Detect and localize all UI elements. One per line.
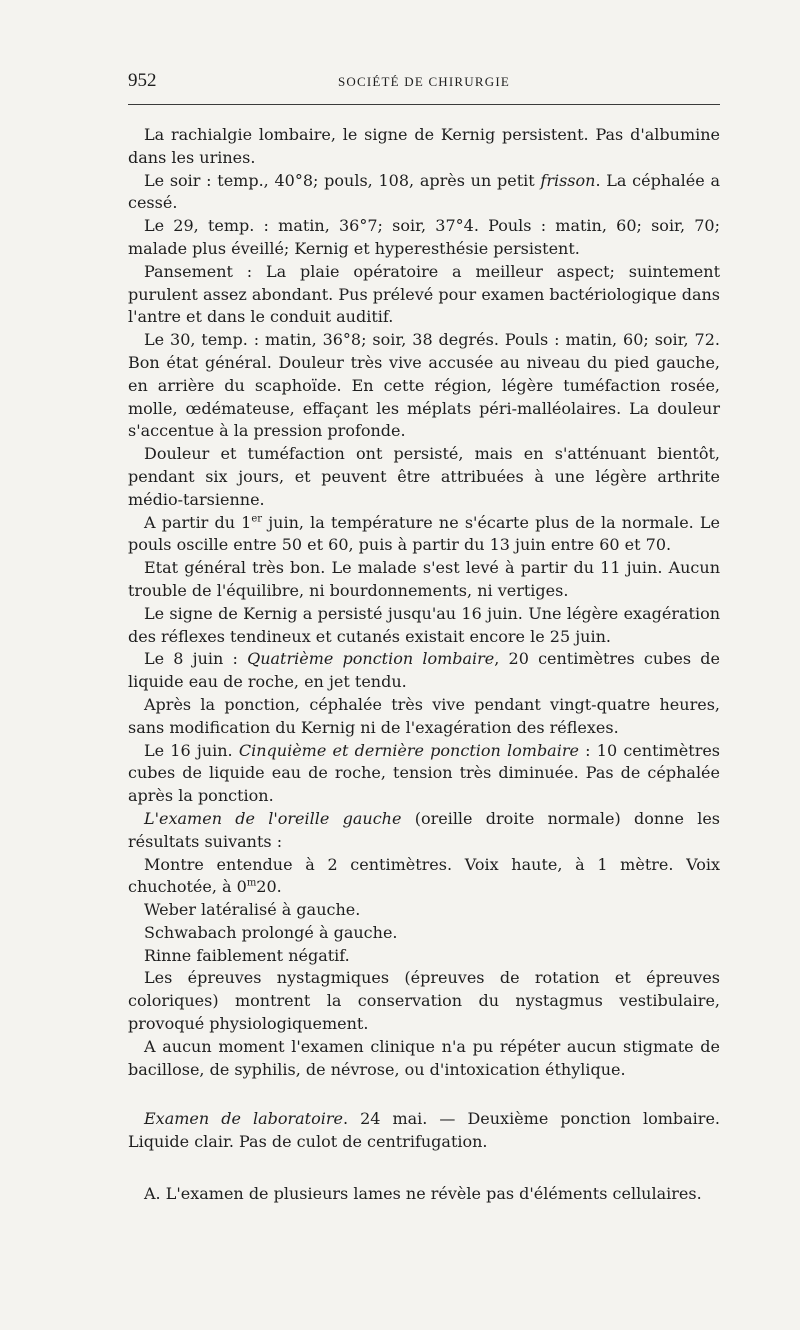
page-header <box>128 70 720 96</box>
paragraph: Schwabach prolongé à gauche. <box>144 922 398 942</box>
running-title: SOCIÉTÉ DE CHIRURGIE <box>337 74 511 89</box>
paragraph: La rachialgie lombaire, le signe de Kernig persistent. Pas d'albumine dans les urines. <box>128 125 720 167</box>
paragraph: Après la ponction, céphalée très vive pendant vingt-quatre heures, sans modification du Kernig ni de l'exagération des réflexes. <box>128 694 720 737</box>
paragraph: Rinne faiblement négatif. <box>144 945 350 965</box>
paragraph: Examen de laboratoire. 24 mai. — Deuxième ponction lombaire. Liquide clair. Pas de culot de centrifugation. <box>128 1109 720 1152</box>
paragraph: Weber latéralisé à gauche. <box>144 900 361 920</box>
paragraph: Pansement : La plaie opératoire a meilleur aspect; suintement purulent assez abondant. Pus prélevé pour examen bactériologique dans l'antre et dans le conduit auditif. <box>128 261 720 327</box>
paragraph: Etat général très bon. Le malade s'est levé à partir du 11 juin. Aucun trouble de l'équilibre, ni bourdonnements, ni vertiges. <box>128 558 720 600</box>
header-rule <box>128 104 720 105</box>
paragraph: Le 16 juin. Cinquième et dernière ponction lombaire : 10 centimètres cubes de liquide eau de roche, tension très diminuée. Pas de céphalée après la ponction. <box>128 740 721 806</box>
paragraph: Le soir : temp., 40°8; pouls, 108, après un petit frisson. La céphalée a cessé. <box>128 170 720 213</box>
paragraph: Douleur et tuméfaction ont persisté, mais en s'atténuant bientôt, pendant six jours, et peuvent être attribuées à une légère arthrite médio-tarsienne. <box>128 444 720 509</box>
paragraph: Le 29, temp. : matin, 36°7; soir, 37°4. Pouls : matin, 60; soir, 70; malade plus éveillé; Kernig et hyperesthésie persistent. <box>128 216 720 258</box>
paragraph: A. L'examen de plusieurs lames ne révèle pas d'éléments cellulaires. <box>144 1184 702 1204</box>
paragraph: A partir du 1er juin, la température ne s'écarte plus de la normale. Le pouls oscille entre 50 et 60, puis à partir du 13 juin entre 60 et 70. <box>128 512 720 555</box>
paragraph: L'examen de l'oreille gauche (oreille droite normale) donne les résultats suivants : <box>128 808 721 851</box>
paragraph: Le 8 juin : Quatrième ponction lombaire, 20 centimètres cubes de liquide eau de roche, en jet tendu. <box>128 649 721 692</box>
page-number: 952 <box>128 70 157 91</box>
paragraph: Les épreuves nystagmiques (épreuves de rotation et épreuves coloriques) montrent la conservation du nystagmus vestibulaire, provoqué physiologiquement. <box>128 968 720 1034</box>
paragraph: Le 30, temp. : matin, 36°8; soir, 38 degrés. Pouls : matin, 60; soir, 72. Bon état général. Douleur très vive accusée au niveau du pied gauche, en arrière du scaphoïde. En cette région, légère tuméfaction rosée, molle, œdémateuse, effaçant les méplats péri-malléolaires. La douleur s'accentue à la pression profonde. <box>128 330 720 441</box>
paragraph: Montre entendue à 2 centimètres. Voix haute, à 1 mètre. Voix chuchotée, à 0$^m$20. <box>128 854 720 897</box>
paragraph: Le signe de Kernig a persisté jusqu'au 16 juin. Une légère exagération des réflexes tendineux et cutanés existait encore le 25 juin. <box>128 603 720 646</box>
paragraph: A aucun moment l'examen clinique n'a pu répéter aucun stigmate de bacillose, de syphilis, de névrose, ou d'intoxication éthylique. <box>128 1036 720 1079</box>
body-text <box>128 124 720 1206</box>
